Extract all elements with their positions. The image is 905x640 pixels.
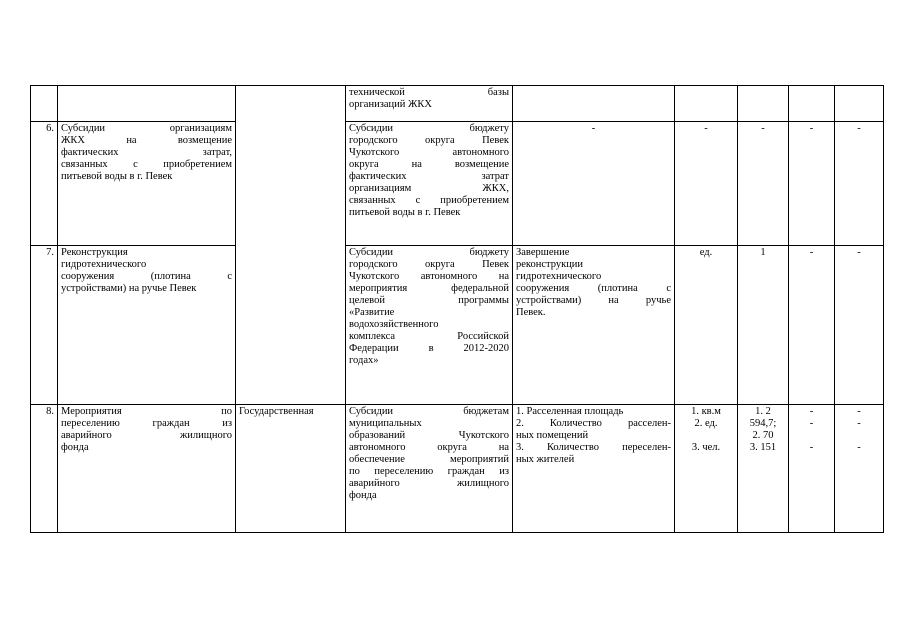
measure-name-cell	[58, 246, 236, 405]
measure-name-cell	[58, 122, 236, 246]
source-line: фактических затрат	[349, 171, 509, 182]
value-cell	[738, 86, 789, 122]
table-row	[31, 405, 884, 533]
name-line: связанных с приобретением	[61, 159, 232, 170]
result-line: гидротехнического	[516, 271, 602, 282]
unit-line: ед.	[699, 247, 713, 258]
table-row	[31, 86, 884, 122]
row-number-cell: 6.	[31, 122, 58, 246]
source-line: обеспечение мероприятий	[349, 454, 509, 465]
measure-name-cell	[58, 405, 236, 533]
value-line: 2. 70	[752, 430, 774, 441]
result-cell	[513, 405, 675, 533]
result-line: -	[591, 123, 596, 134]
value-cell	[738, 122, 789, 246]
name-line: устройствами) на ручье Певек	[61, 283, 197, 294]
col9-cell	[835, 246, 884, 405]
unit-cell	[675, 86, 738, 122]
source-line: Федерации в 2012-2020	[349, 343, 509, 354]
source-line: автономного округа на	[349, 442, 509, 453]
unit-line	[678, 430, 734, 442]
name-line: переселению граждан из	[61, 418, 232, 429]
unit-line: 3. чел.	[691, 442, 721, 453]
measure-name-cell	[58, 86, 236, 122]
col8-line	[792, 430, 831, 442]
source-line: аварийного жилищного	[349, 478, 509, 489]
source-line: годах»	[349, 355, 379, 366]
col9-cell	[835, 405, 884, 533]
funding-source-cell	[346, 86, 513, 122]
source-line: питьевой воды в г. Певек	[349, 207, 461, 218]
col9-cell	[835, 122, 884, 246]
name-line: гидротехнического	[61, 259, 147, 270]
unit-cell	[675, 246, 738, 405]
unit-line: -	[704, 123, 708, 134]
table-row	[31, 122, 884, 246]
col9-line: -	[857, 247, 861, 258]
name-line: питьевой воды в г. Певек	[61, 171, 173, 182]
name-line: Мероприятия по	[61, 406, 232, 417]
col9-cell	[835, 86, 884, 122]
unit-cell	[675, 405, 738, 533]
name-line: ЖКХ на возмещение	[61, 135, 232, 146]
name-line: Субсидии организациям	[61, 123, 232, 134]
result-line: сооружения (плотина с	[516, 283, 671, 294]
result-line: 2. Количество расселен-	[516, 418, 671, 429]
source-line: целевой программы	[349, 295, 509, 306]
result-line: Завершение	[516, 247, 570, 258]
source-line: водохозяйственного	[349, 319, 439, 330]
name-line: сооружения (плотина с	[61, 271, 232, 282]
col8-line: -	[809, 406, 814, 417]
col8-cell	[789, 405, 835, 533]
name-line: фонда	[61, 442, 89, 453]
source-line: технической базы	[349, 87, 509, 98]
result-line: 1. Расселенная площадь	[516, 406, 624, 417]
value-line: -	[761, 123, 765, 134]
source-line: Субсидии бюджету	[349, 123, 509, 134]
result-line: ных жителей	[516, 454, 575, 465]
col8-cell	[789, 246, 835, 405]
col8-cell	[789, 122, 835, 246]
col8-cell	[789, 86, 835, 122]
value-cell	[738, 246, 789, 405]
source-line: фонда	[349, 490, 377, 501]
funding-source-cell	[346, 405, 513, 533]
funding-source-cell	[346, 122, 513, 246]
unit-line: 1. кв.м	[691, 406, 721, 417]
col9-line: -	[857, 406, 861, 417]
source-line: образований Чукотского	[349, 430, 509, 441]
unit-line: 2. ед.	[694, 418, 718, 429]
source-line: организациям ЖКХ,	[349, 183, 509, 194]
result-cell	[513, 122, 675, 246]
col9-line	[838, 430, 880, 442]
result-line: устройствами) на ручье	[516, 295, 671, 306]
name-line: Реконструкция	[61, 247, 128, 258]
source-line: муниципальных	[349, 418, 422, 429]
col8-line: -	[809, 442, 814, 453]
result-cell	[513, 246, 675, 405]
value-line: 1	[760, 247, 766, 258]
name-line: аварийного жилищного	[61, 430, 232, 441]
row-number-cell: 8.	[31, 405, 58, 533]
source-line: «Развитие	[349, 307, 395, 318]
funding-source-cell	[346, 246, 513, 405]
source-line: Чукотского автономного	[349, 147, 509, 158]
responsible-cell	[236, 86, 346, 405]
program-measures-table	[30, 85, 884, 533]
result-line: реконструкции	[516, 259, 584, 270]
source-line: организаций ЖКХ	[349, 99, 432, 110]
value-line: 594,7;	[749, 418, 777, 429]
source-line: по переселению граждан из	[349, 466, 509, 477]
source-line: мероприятия федеральной	[349, 283, 509, 294]
result-line: 3. Количество переселен-	[516, 442, 671, 453]
col9-line: -	[857, 123, 861, 134]
row-number-cell	[31, 86, 58, 122]
value-line: 1. 2	[755, 406, 771, 417]
table-row	[31, 246, 884, 405]
source-line: округа на возмещение	[349, 159, 509, 170]
unit-cell	[675, 122, 738, 246]
row-number-cell: 7.	[31, 246, 58, 405]
col8-line: -	[809, 123, 814, 134]
col9-line: -	[857, 442, 861, 453]
value-cell	[738, 405, 789, 533]
source-line: Субсидии бюджету	[349, 247, 509, 258]
source-line: связанных с приобретением	[349, 195, 509, 206]
name-line: фактических затрат,	[61, 147, 232, 158]
responsible-cell: Государственная	[236, 405, 346, 533]
result-cell	[513, 86, 675, 122]
source-line: городского округа Певек	[349, 259, 509, 270]
source-line: городского округа Певек	[349, 135, 509, 146]
col8-line: -	[809, 418, 814, 429]
source-line: комплекса Российской	[349, 331, 509, 342]
col8-line: -	[809, 247, 814, 258]
col9-line: -	[857, 418, 861, 429]
value-line: 3. 151	[749, 442, 777, 453]
result-line: ных помещений	[516, 430, 589, 441]
result-line: Певек.	[516, 307, 546, 318]
source-line: Субсидии бюджетам	[349, 406, 509, 417]
source-line: Чукотского автономного на	[349, 271, 509, 282]
